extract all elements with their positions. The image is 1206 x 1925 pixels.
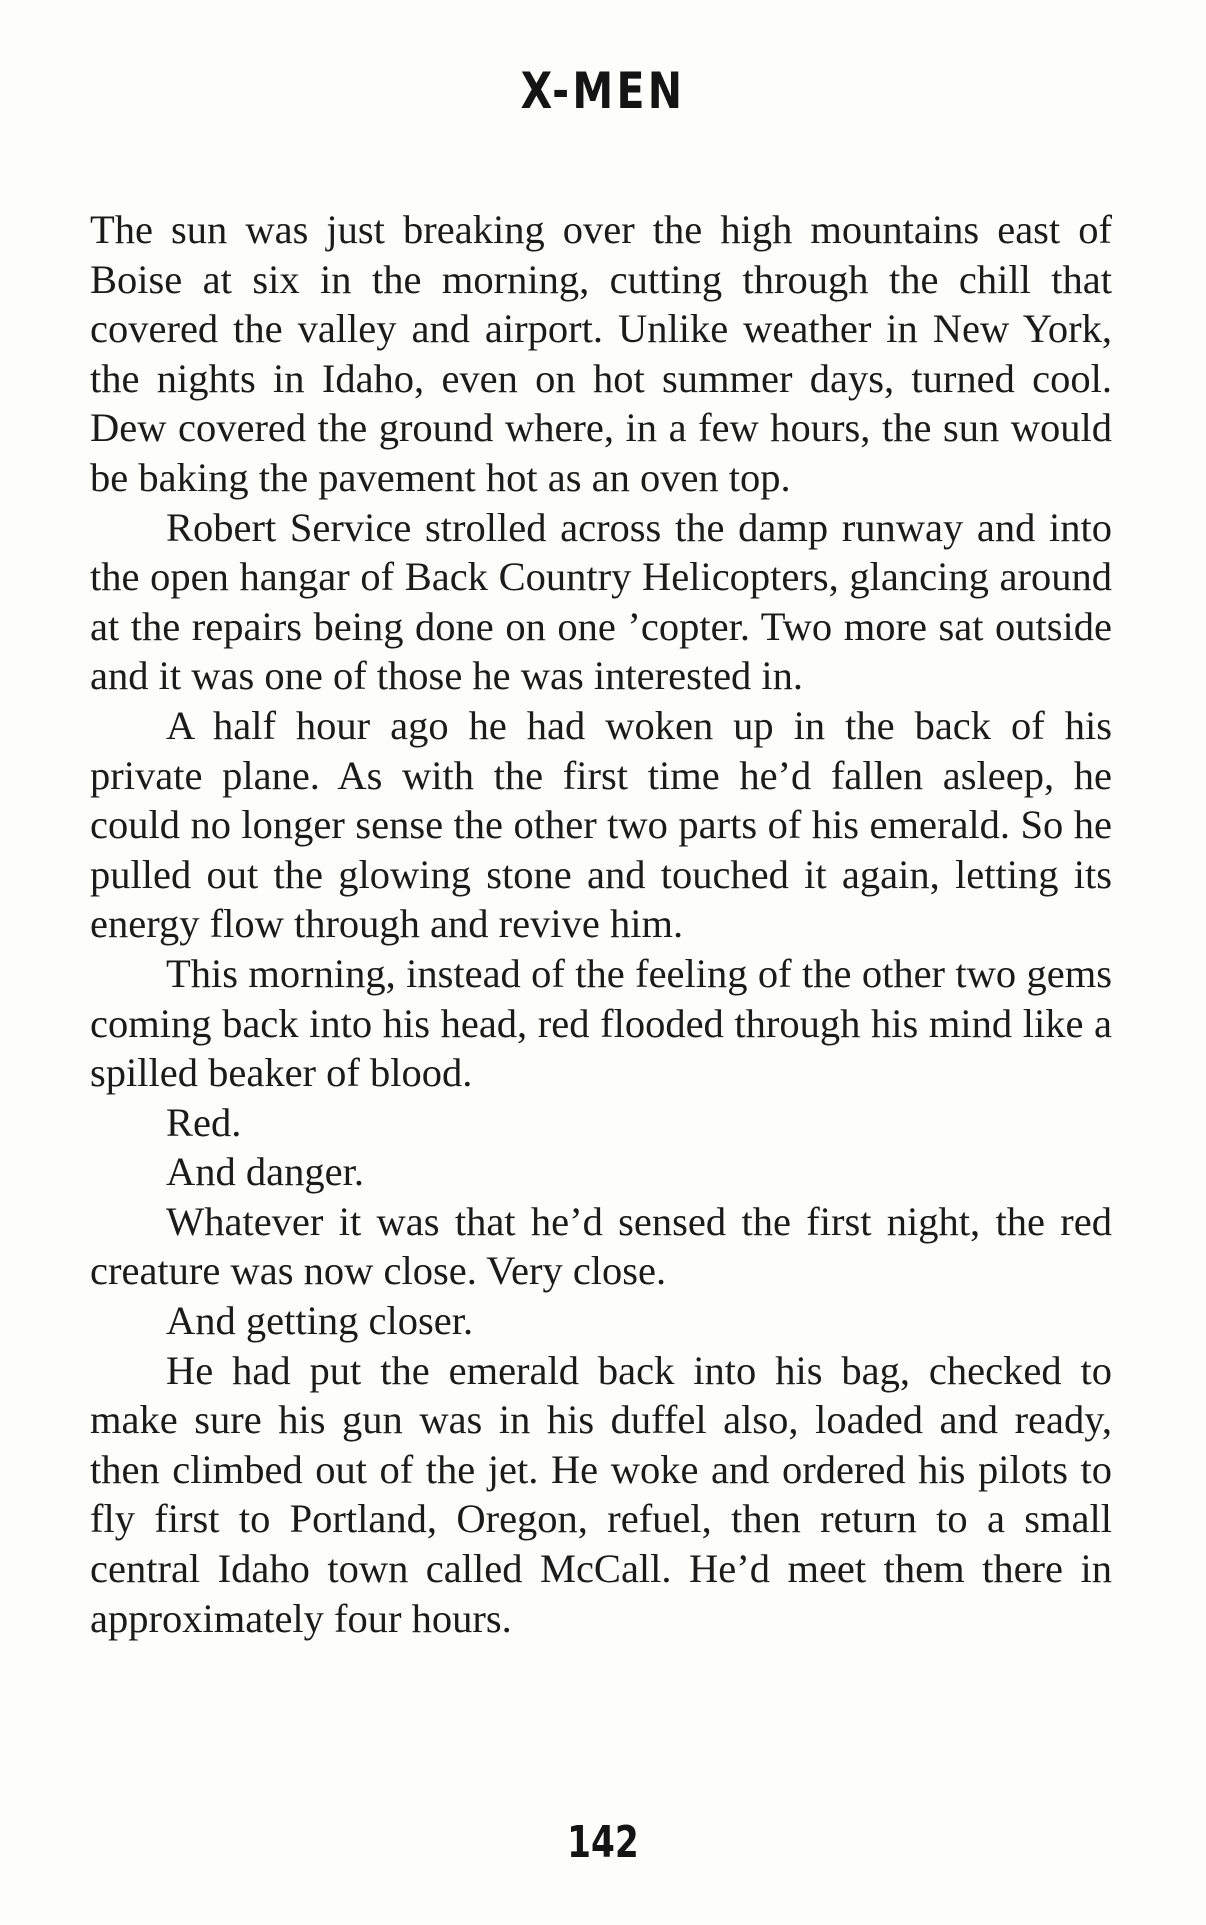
paragraph-6: And danger. bbox=[166, 1149, 364, 1195]
paragraph-1: The sun was just breaking over the high mountains east of Boise at six in the morning, cutting through the chill that covered the valley and airport. Unlike weather in New York, the nights in Idaho, even on hot summer days, turned cool. Dew covered the ground where, in a few hours, the sun would be baking the pavement hot as an oven top. bbox=[90, 207, 1112, 500]
running-head-title: X-MEN bbox=[520, 62, 686, 120]
paragraph-2: Robert Service strolled across the damp runway and into the open hangar of Back Country Helicopters, glancing around at the repairs being done on one ’copter. Two more sat outside and it was one of those he was interested in. bbox=[90, 504, 1112, 699]
page-number: 142 bbox=[567, 1817, 639, 1868]
body-text bbox=[90, 205, 1112, 1643]
paragraph-8: And getting closer. bbox=[166, 1298, 474, 1344]
paragraph-7: Whatever it was that he’d sensed the first night, the red creature was now close. Very close. bbox=[90, 1198, 1112, 1294]
paragraph-3: A half hour ago he had woken up in the back of his private plane. As with the first time he’d fallen asleep, he could no longer sense the other two parts of his emerald. So he pulled out the glowing stone and touched it again, letting its energy flow through and revive him. bbox=[90, 702, 1112, 947]
paragraph-4: This morning, instead of the feeling of the other two gems coming back into his head, red flooded through his mind like a spilled beaker of blood. bbox=[90, 950, 1112, 1096]
paragraph-5: Red. bbox=[166, 1099, 242, 1145]
paragraph-9: He had put the emerald back into his bag, checked to make sure his gun was in his duffel also, loaded and ready, then climbed out of the jet. He woke and ordered his pilots to fly first to Portland, Oregon, refuel, then return to a small central Idaho town called McCall. He’d meet them there in approximately four hours. bbox=[90, 1347, 1112, 1641]
